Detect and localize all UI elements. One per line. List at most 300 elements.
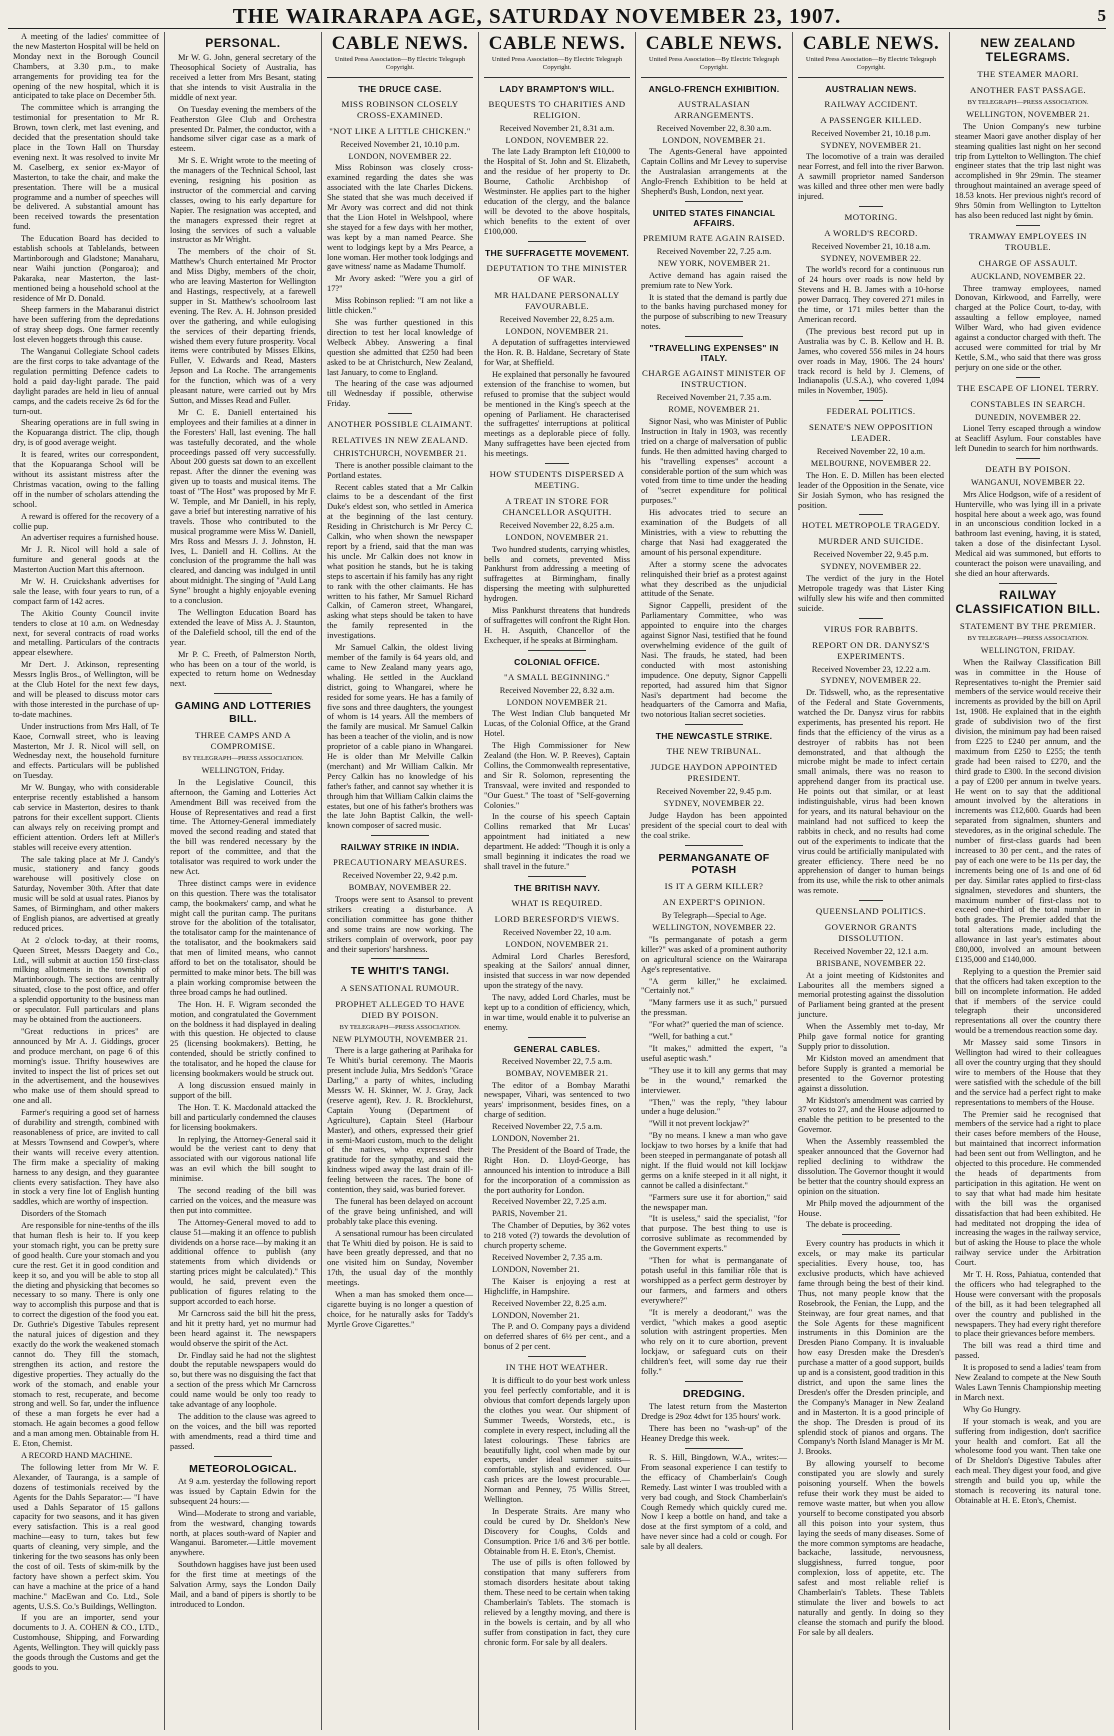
paragraph: The use of pills is often followed by constipation that many sufferers from stomach disorders hesitate about taking them. These need to be certain when taking Chamberlain's Tablets. The stomach is relieved by a lengthy moving, and there is in the bowels is certain, and by all who suffer from constipation in fact, they cure chronic form. For sale by all dealers.: [484, 1558, 630, 1647]
will-article: [484, 147, 630, 236]
section-heading-te-whiti: TE WHITI'S TANGI.: [350, 965, 450, 978]
federal-article: [798, 471, 944, 511]
subhead: THE ESCAPE OF LIONEL TERRY.: [957, 382, 1099, 393]
section-heading-permanganate: PERMANGANATE OF POTASH: [658, 851, 770, 876]
paragraph: There is a large gathering at Parihaka for Te Whiti's burial ceremony. The Maoris present include Julia, Mrs Seddon's "Grace Darling," a party of whites, including Messrs W. H. Skinner, W. J. Gray, Jack (reserve agent), Rev. J. R. Brocklehurst, Captain Young (Department of Agriculture), Captain Steel (Harbour Master), and others, expressed their grief in semi-Maori custom, much to the delight of the natives, who expressed their gratitude for the sympathy, and said the kindness wiped away the last drain of ill-feeling between the races. The bone of contention, they said, was buried forever.: [327, 1046, 473, 1195]
paragraph: Admiral Lord Charles Beresford, speaking at the Sailors' annual dinner, insisted that success in war now depended upon the strategy of the navy.: [484, 951, 630, 991]
paragraph: He explained that personally he favoured extension of the franchise to women, but refused to promise that the subject would be mentioned in the King's speech at the opening of Parliament. He characterised the suffragettes' interruptions at political meetings as a deplorable piece of folly. Many suffragettes have been ejected from his meetings.: [484, 369, 630, 459]
received-line: Received November 22, 9.45 p.m.: [656, 787, 772, 797]
paragraph: If you are an importer, send your documents to J. A. COHEN & CO., LTD., Customhouse, Shipping, and Forwarding Agents, Wellington. They will quickly pass the goods through the Customs and get the goods to you.: [13, 1613, 159, 1672]
paragraph: Troops were sent to Asansol to prevent strikers creating a disturbance. A conciliation committee has gone thither and some trains are now working. The strikers complain of overwork, poor pay and their superiors' harshness.: [327, 895, 473, 954]
paragraph: Mr W. G. John, general secretary of the Theosophical Society of Australia, has received a letter from Mrs Besant, stating that she intends to visit Australia in the middle of next year.: [170, 53, 316, 102]
subhead: REPORT ON DR. DANYSZ'S EXPERIMENTS.: [812, 639, 930, 661]
paragraph: It is feared, writes our correspondent, that the Kopuaranga School will be without its assistant mistress after the Christmas vacation, owing to the falling off in the number of scholars attending the school.: [13, 450, 159, 509]
poison-article: [955, 490, 1101, 579]
section-heading-us-financial: UNITED STATES FINANCIAL AFFAIRS.: [652, 207, 776, 229]
subhead: IS IT A GERM KILLER?: [664, 881, 764, 892]
place-dateline: MELBOURNE, NOVEMBER 22.: [810, 459, 932, 469]
paragraph: The world's record for a continuous run of 24 hours over roads is now held by Stevens and H. B. James with a 10-horse power Darracq. They covered 271 miles in the time, or 171 miles better than the American record.: [798, 265, 944, 324]
subhead: IN THE HOT WEATHER.: [505, 1362, 609, 1373]
received-line: Received November 22, 12.1 a.m.: [813, 947, 929, 957]
paragraph: Mr Dert. J. Atkinson, representing Messrs Inglis Bros., of Wellington, will be at the Club Hotel for the next few days, and will be pleased to discuss motor cars with those interested in the purchase of up-to-date machines.: [13, 660, 159, 719]
paragraph: It is difficult to do your best work unless you feel perfectly comfortable, and it is obvious that comfort depends largely upon the clothes you wear. Our shipment of Summer Tweeds, Worsteds, etc., is complete in every respect, including all the latest colourings. These fabrics are beautifully light, cool when made by our experts, under ideal summer suits—comfortable, stylish and evidenced. Our cash prices are the lowest procurable.—Norman and Penney, 75 Willis Street, Wellington.: [484, 1376, 630, 1505]
masthead: [8, 4, 1106, 29]
hot-weather-article: [484, 1376, 630, 1647]
place-dateline: SYDNEY, NOVEMBER 22.: [820, 562, 922, 572]
section-heading-druce: THE DRUCE CASE.: [358, 83, 442, 94]
colonial-article: [484, 709, 630, 872]
paragraph: When the Railway Classification Bill was in committee in the House of Representatives to-night the Premier said members of the service would receive their increments as provided by the bill on April 1st, 1908. He explained that in the eighth grade of subdivision two of the first division, the minimum pay had been raised from £225 to £240 per annum, and the maximum from £250 to £255; the tenth grade had been raised to £270, and the third grade to £300. In the second division a pay of £200 per annum in twelve years. He went on to say that the additional amount involved by the alterations in increments was £12,600. Guards had been separated from signalmen, shunters and stevedores, as in the original schedule. The number of first-class guards had been increased to 30 per cent., and the rates of pay of each one were to be 11s per day, the increments being one of 1s and one of 6d per day. Similar rates applied to first-class signalmen, stevedores and shunters, the maximum number of first-class not to exceed one-third of the total number in both grades. The Premier added that the total alterations made, including the allowance in last year's estimates about £80,000, involved an amount between £135,000 and £140,000.: [955, 657, 1101, 964]
rule: [545, 463, 568, 464]
rule: [859, 900, 882, 901]
paragraph: R. S. Hill, Bingdown, W.A., writes:—From seasonal experience I can testify to the efficacy of Chamberlain's Cough Remedy. Last winter I was troubled with a very bad cough, and Stock Chamberlain's Cough Remedy which quickly cured me. Now I keep a bottle on hand, and take a dose at the first symptom of a cold, and have never since had a cold or cough. For sale by all dealers.: [641, 1452, 787, 1552]
paragraph: His advocates tried to secure an examination of the Budgets of all Ministries, with a view to rebutting the charge that Nasi had exaggerated the amount of his personal expenditure.: [641, 508, 787, 557]
students-article: [484, 545, 630, 646]
section-heading-nz-telegrams: NEW ZEALAND TELEGRAMS.: [980, 36, 1076, 65]
paragraph: "Then for what is permanganate of potash useful in this familiar rôle that is worshipped as a perfect germ destroyer by our farmers, and farmers and others everywhere?": [641, 1256, 787, 1305]
tramway-article: [955, 284, 1101, 373]
navy-article: [484, 952, 630, 1033]
paragraph: The Attorney-General moved to add to clause 51—making it an offence to publish dividends on a horse race—by making it an additional offence to publish (any statements from which dividends or starting prices might be calculated)." This would, he said, prevent even the publication of figures relating to the support accorded to each horse.: [170, 1217, 316, 1306]
paragraph: LONDON, November 21.: [492, 1264, 580, 1274]
place-dateline: WELLINGTON, NOVEMBER 21.: [966, 110, 1090, 120]
paragraph: "It is merely a deodorant," was the verdict, "which makes a good aseptic solution with astringent properties. Men who rely on it to cure abortion, prevent lockjaw, or safeguard cuts on their children's feet, will some day rue their folly.": [641, 1307, 787, 1377]
paragraph: By allowing yourself to become constipated you are slowly and surely poisoning yourself. When the bowels refuse their work they must be aided to remove waste matter, but when you allow yourself to become constipated you absorb all this poison into your system, thus laying the seeds of many diseases. Some of the more common symptoms are headache, backache, lassitude, nervousness, sluggishness, furred tongue, poor complexion, loss of appetite, etc. The safest and most reliable relief is Chamberlain's Tablets. These Tablets stimulate the liver and bowels to act naturally and gently. In doing so they cleanse the stomach and purify the blood. For sale by all dealers.: [798, 1459, 944, 1637]
paragraph: Received November 2, 7.35 a.m.: [492, 1253, 603, 1263]
place-dateline: CHRISTCHURCH, NOVEMBER 21.: [333, 449, 467, 459]
place-dateline: DUNEDIN, NOVEMBER 22.: [975, 412, 1081, 422]
paragraph: The Union Company's new turbine steamer Maori gave another display of her steaming qualities last night on her second trip from Lyttelton to Wellington. The chief engineer states that the trip last night was accomplished in 9hr 29min. The steamer throughout maintained an average speed of 18.53 knots. Her previous night's record of 9hrs 50min from Wellington to Lyttelton has also been reduced last night by 6min.: [955, 121, 1101, 221]
gaming-article: [170, 778, 316, 1452]
rule: [388, 413, 411, 414]
motoring-article: [798, 265, 944, 396]
paragraph: Mr Avory asked: "Were you a girl of 17?": [327, 274, 473, 294]
paragraph: The second reading of the bill was carried on the voices, and the measure was then put into committee.: [170, 1186, 316, 1215]
paragraph: Under instructions from Mrs Hall, of Te Kaoe, Cornwall street, who is leaving Masterton, Mr J. R. Nicol will sell, on Wednesday next, the household furniture and effects. Particulars will be published on Tuesday.: [13, 721, 159, 781]
rule: [859, 618, 882, 619]
received-line: Received November 21, 10.10 p.m.: [340, 139, 460, 149]
place-dateline: LONDON, NOVEMBER 21.: [505, 532, 609, 542]
rule: [528, 650, 586, 651]
received-line: Received November 22, 8.32 a.m.: [499, 685, 615, 695]
newcastle-article: [641, 811, 787, 841]
personal-items: [170, 53, 316, 689]
paragraph: The Premier said he recognised that members of the service had a right to place their cases before members of the House, but maintained that incorrect information had been sent out from Wellington, and he objected to this procedure. He commended the heads of departments from participation in this agitation. He went on to say that what had made him hesitate with the bill was the organised dissatisfaction that had been exhibited. He had meditated not dropping the idea of increasing the wages in the railway service, but of asking the House to place the whole railway service under the Arbitration Court.: [955, 1109, 1101, 1268]
press-credit: BY TELEGRAPH—PRESS ASSOCIATION.: [967, 99, 1089, 107]
rule: [999, 583, 1057, 584]
subhead: "NOT LIKE A LITTLE CHICKEN.": [329, 125, 471, 136]
byline: By Telegraph—Special to Age.: [661, 911, 767, 921]
paragraph: The Hon. H. F. Wigram seconded the motion, and congratulated the Government on the boldness it had displayed in dealing with this question. He objected to clause 25 (licensing bookmakers). Betting, he contended, should be strictly confined to the totalisator, and he hoped the clause for licensing bookmakers would be struck out.: [170, 999, 316, 1079]
subhead: STATEMENT BY THE PREMIER.: [959, 621, 1097, 632]
advertisement: [798, 1239, 944, 1637]
paragraph: Are responsible for nine-tenths of the ills that human flesh is heir to. If you keep your stomach right, you can be pretty sure of good health. Cure your stomach and you cure the rest. Get it in good condition and keep it so, and you will be able to stop all the dieting and physicking that becomes so necessary to so many. There is only one way to accomplish this purpose and that is to correct the digestion of the food you eat. Dr. Guthrie's Digestive Tabules represent the natural juices of digestion and they exactly do the work the weakened stomach cannot do. They fill the stomach, strengthen its action, and restore the digestive properties. They actually do the work of the stomach, and enable your stomach to rest, recuperate, and become strong and well. So far, under the influence of these a man forgets he ever had a stomach. He again becomes a good fellow and a man among men. Obtainable from H. E. Eton, Chemist.: [13, 1221, 159, 1449]
paragraph: There is another possible claimant to the Portland estates.: [327, 460, 473, 480]
rule: [484, 77, 630, 78]
general-cables-article: [484, 1081, 630, 1353]
subhead-gaming: THREE CAMPS AND A COMPROMISE.: [194, 730, 291, 751]
paragraph: "Farmers sure use it for abortion," said the newspaper man.: [641, 1192, 787, 1212]
paragraph: When a man has smoked them once—cigarette buying is no longer a question of choice, for he naturally asks for Taddy's Myrtle Grove Cigarettes.": [327, 1290, 473, 1329]
paragraph: "Will it not prevent lockjaw?": [649, 1119, 750, 1129]
section-heading-dredging: DREDGING.: [682, 1387, 746, 1400]
subhead: THE NEW TRIBUNAL.: [666, 746, 762, 757]
paragraph: LONDON, November 21.: [492, 1310, 580, 1320]
subhead: TRAMWAY EMPLOYEES IN TROUBLE.: [969, 230, 1087, 252]
paragraph: The navy, added Lord Charles, must be kept up to a condition of efficiency, which, in war time, would enable it to pulverise an enemy.: [484, 993, 630, 1032]
received-line: Received November 22, 9.42 p.m.: [342, 871, 458, 881]
page-number: 5: [1097, 6, 1106, 25]
subhead: JUDGE HAYDON APPOINTED PRESIDENT.: [650, 762, 778, 784]
section-heading-colonial-office: COLONIAL OFFICE.: [514, 656, 600, 667]
rule: [859, 514, 882, 515]
paragraph: Mr Massey said some Tinsors in Wellington had wired to their colleagues all over the country urging that they should wire to members of the House that they were satisfied with the schedule of the bill and the service had a perfect right to make representations to members of the House.: [955, 1038, 1101, 1107]
section-heading-personal: PERSONAL.: [205, 36, 281, 50]
paragraph: The late Lady Brampton left £10,000 to the Hospital of St. John and St. Elizabeth, and the residue of her property to Dr. Bourne, Catholic Archbishop of Westminster. He applies part to the higher education of the clergy, and the balance will be devoted to the above hospitals, which benefits to the extent of over £100,000.: [484, 147, 630, 236]
paragraph: Mr Carncross said the bill hit the press, and hit it pretty hard, yet no murmur had been heard against it. The newspapers would observe the spirit of the Act.: [170, 1308, 316, 1348]
paragraph: The debate is proceeding.: [806, 1220, 893, 1230]
paragraph: On Tuesday evening the members of the Featherston Glee Club and Orchestra presented Dr. Palmer, the conductor, with a handsome silver cigar case as a mark of esteem.: [170, 104, 316, 154]
received-line: Received November 22, 8.25 a.m.: [499, 521, 615, 531]
paragraph: The committee which is arranging the testimonial for presentation to Mr R. Brown, town clerk, met last evening, and decided that the presentation should take place in the Town Hall on Thursday evening next. It was resolved to invite Mr M. Caselberg, ex senior ex-Mayor of Masterton, to take the chair, and make the presentation. There will be a musical programme and a number of speeches will be delivered. A substantial amount has been received towards the presentation fund.: [13, 103, 159, 232]
italy-article: [641, 417, 787, 720]
subhead: AN EXPERT'S OPINION.: [662, 897, 766, 908]
subhead: QUEENSLAND POLITICS.: [815, 906, 927, 917]
paragraph: Lionel Terry escaped through a window at Seacliff Asylum. Four constables have left Dunedin to search for him northwards.: [955, 424, 1101, 454]
place-dateline: BOMBAY, NOVEMBER 22.: [348, 883, 452, 893]
place-dateline: WANGANUI, NOVEMBER 22.: [971, 478, 1085, 488]
paragraph: "By no means. I knew a man who gave lockjaw to two horses by a knife that had been steeped in permanganate of potash all night. If the fluid would not kill lockjaw germs on a knife steeped in it all night, it cannot be called a disinfectant.": [641, 1131, 787, 1190]
section-heading-railway-classification: RAILWAY CLASSIFICATION BILL.: [955, 587, 1101, 617]
columns: [8, 32, 1106, 1730]
paragraph: Mrs Alice Hodgson, wife of a resident of Hunterville, who was lying ill in a private hospital here about a week ago, was found in an unconscious condition locked in a bathroom last evening, having, it is stated, taken a dose of the disinfectant Lysol. Medical aid was summoned, but efforts to counteract the poison were unavailing, and she died an hour afterwards.: [955, 489, 1101, 578]
subhead: A TREAT IN STORE FOR CHANCELLOR ASQUITH.: [502, 496, 612, 518]
subhead: PREMIUM RATE AGAIN RAISED.: [643, 233, 785, 244]
place-dateline: WELLINGTON, NOVEMBER 22.: [652, 923, 776, 933]
paragraph: Received November 22, 8.25 a.m.: [492, 1298, 607, 1308]
subhead: CONSTABLES IN SEARCH.: [970, 398, 1086, 409]
subhead: WHAT IS REQUIRED.: [511, 898, 603, 908]
press-credit: BY TELEGRAPH—PRESS ASSOCIATION.: [182, 754, 304, 762]
paragraph: Mr W. Bungay, who with considerable enterprise recently established a hansom cab service in Masterton, desires to thank patrons for their excellent support. Clients can always rely on receiving prompt and efficient attention. Orders left at Miller's stables will receive every attention.: [13, 783, 159, 852]
paragraph: The Akitio County Council invite tenders to close at 10 a.m. on Wednesday next, for several contracts of road works and metalling. Particulars of the contracts appear elsewhere.: [13, 608, 159, 658]
rule: [214, 693, 272, 694]
paragraph: Dr. Tidswell, who, as the representative of the Federal and State Governments, watched the Dr. Danysz virus for rabbits experiments, has presented his report. He finds that the efficiency of the virus as a destroyer of rabbits has not been demonstrated, and that although the microbe might be made to infect certain small animals, there was no reason to apprehend danger from its practical use. He points out that similar, or at least indistinguishable, virus had been known for years, and its natural behaviour on the mainland had not sufficed to keep the rabbits in check, and no results had come out of the experiments to indicate that the virus could be artificially manipulated with greater efficiency. There need be no apprehension of danger to human beings from its use, while the risk to other animals was remote.: [798, 688, 944, 896]
paragraph: The editor of a Bombay Marathi newspaper, Vihari, was sentenced to two years' imprisonment, besides fines, on a charge of sedition.: [484, 1080, 630, 1120]
subhead: GOVERNOR GRANTS DISSOLUTION.: [824, 922, 918, 944]
rule: [528, 1037, 586, 1038]
paragraph: She was further questioned in this direction to test her local knowledge of Welbeck Abbey. Answering a final question she admitted that £250 had been asked to be at Christchurch, New Zealand, last January, to come to England.: [327, 317, 473, 377]
paragraph: (The previous best record put up in Australia was by C. B. Kellow and H. B. James, who covered 556 miles in 24 hours over roads in May, 1906. The 24 hours' track record is held by J. Clemens, of Indianapolis (U.S.A.), who covered 1,094 miles in November, 1905).: [798, 326, 944, 396]
paragraph: The Education Board has decided to establish schools at Tablelands, between Martinborough and Gladstone; Manaharu, near Waihi junction (Pongaroa); and Pakaraka, near Masterton, the last-mentioned being a household school at the residence of Mr D. Donald.: [13, 234, 159, 303]
paragraph: Farmer's requiring a good set of harness of durability and strength, combined with reasonableness of price, are invited to call at Messrs Townsend and Cowper's, where their wants will receive every attention. The firm make a speciality of making harness to any design, and they guarantee clients every satisfaction. They have also in stock a very fine lot of English hunting saddles, which are worthy of inspection.: [13, 1108, 159, 1207]
subhead: FEDERAL POLITICS.: [826, 406, 916, 417]
subhead: A WORLD'S RECORD.: [824, 227, 918, 238]
paragraph: Mr S. E. Wright wrote to the meeting of the managers of the Technical School, last evening, resigning his position as instructor of the commercial and carving classes, owing to his early departure for Napier. The resignation was accepted, and the managers expressed their regret at losing the services of such a valuable instructor as Mr Wright.: [170, 156, 316, 245]
subhead: ANOTHER POSSIBLE CLAIMANT.: [327, 419, 473, 430]
cable-news-heading: CABLE NEWS.: [802, 33, 940, 54]
hotel-article: [798, 574, 944, 614]
place-dateline: NEW PLYMOUTH, NOVEMBER 21.: [332, 1034, 468, 1044]
paragraph: It is proposed to send a ladies' team from New Zealand to compete at the New South Wales Lawn Tennis Championship meeting in March next.: [955, 1363, 1101, 1402]
subhead: LORD BERESFORD'S VIEWS.: [494, 913, 620, 924]
subhead: RELATIVES IN NEW ZEALAND.: [331, 435, 469, 446]
place-dateline: LONDON, NOVEMBER 21.: [505, 326, 609, 336]
section-heading-general-cables: GENERAL CABLES.: [513, 1043, 601, 1054]
virus-article: [798, 688, 944, 896]
subhead: MISS ROBINSON CLOSELY CROSS-EXAMINED.: [341, 98, 459, 120]
paragraph: The Hon. E. D. Millen has been elected leader of the Opposition in the Senate, vice Sir Josiah Symon, who has resigned the position.: [798, 470, 944, 510]
place-dateline: LONDON, NOVEMBER 21.: [505, 939, 609, 949]
received-line: Received November 22, 10 a.m.: [502, 927, 612, 937]
paragraph: Two hundred students, carrying whistles, bells and cornets, prevented Miss Pankhurst from addressing a meeting of suffragettes at Birmingham, finally dispersing the meeting with sulphuretted hydrogen.: [484, 544, 630, 604]
suffragette-article: [484, 338, 630, 459]
subhead: VIRUS FOR RABBITS.: [823, 623, 919, 634]
paragraph: The bill was read a third time and passed.: [955, 1341, 1101, 1361]
subhead: MURDER AND SUICIDE.: [818, 536, 924, 547]
press-credit: BY TELEGRAPH—PRESS ASSOCIATION.: [967, 635, 1089, 643]
subhead: CHARGE AGAINST MINISTER OF INSTRUCTION.: [642, 368, 786, 390]
financial-article: [641, 271, 787, 332]
paragraph: Judge Haydon has been appointed president of the special court to deal with the coal strike.: [641, 810, 787, 840]
rule: [1016, 225, 1039, 226]
rule: [528, 876, 586, 877]
rule: [685, 845, 743, 846]
rule: [1016, 458, 1039, 459]
escape-article: [955, 424, 1101, 454]
paragraph: Mr T. H. Ross, Pahiatua, contended that the officers who had telegraphed to the House were conversant with the proposals of the bill, as it had been telegraphed all over the country and published in the newspapers. They had every right therefore to place their grievances before members.: [955, 1270, 1101, 1339]
copyright-credit: United Press Association—By Electric Telegraph Copyright.: [805, 55, 937, 71]
paragraph: In the Legislative Council, this afternoon, the Gaming and Lotteries Act Amendment Bill was received from the House of Representatives and read a first time. The Attorney-General immediately moved the second reading and stated that the bill was rendered necessary by the report of the committee, and that the totalisator was required to work under the new Act.: [170, 777, 316, 876]
paragraph: A sensational rumour has been circulated that Te Whiti died by poison. He is said to have been greatly depressed, and that no one visited him on Sunday, November 17th, the usual day of the monthly meetings.: [327, 1228, 473, 1288]
paragraph: The P. and O. Company pays a dividend on deferred shares of 6½ per cent., and a bonus of 2 per cent.: [484, 1322, 630, 1352]
claimant-article: [327, 461, 473, 832]
paragraph: Disorders of the Stomach: [21, 1209, 107, 1219]
paragraph: Active demand has again raised the premium rate to New York.: [641, 270, 787, 290]
paragraph: "Well, for bathing a cut.": [649, 1032, 733, 1042]
received-line: Received November 21, 7.35 a.m.: [656, 393, 772, 403]
column-5: [636, 32, 793, 1730]
rule: [641, 77, 787, 78]
rule: [685, 1381, 743, 1382]
paragraph: Sheep farmers in the Mabaranui district have been suffering from the depredations of stray sheep dogs. One farmer recently lost eleven hoggets through this cause.: [13, 305, 159, 345]
received-line: Received November 22, 7.5 a.m.: [501, 1056, 613, 1066]
subhead: MOTORING.: [844, 211, 898, 222]
column-4: [479, 32, 636, 1730]
paragraph: Mr Kidston's amendment was carried by 37 votes to 27, and the House adjourned to enable the petition to be presented to the Governor.: [798, 1095, 944, 1135]
paragraph: Mr W. H. Cruickshank advertises for sale the lease, with four years to run, of a compact farm of 142 acres.: [13, 577, 159, 606]
received-line: Received November 21, 8.31 a.m.: [499, 123, 615, 133]
te-whiti-article: [327, 1046, 473, 1329]
section-heading-newcastle: THE NEWCASTLE STRIKE.: [655, 731, 773, 742]
rule: [371, 958, 429, 959]
column-6: [793, 32, 950, 1730]
paragraph: "Many farmers use it as such," pursued the pressman.: [641, 998, 787, 1018]
place-dateline: NEW YORK, NOVEMBER 21.: [657, 259, 771, 269]
rule: [327, 77, 473, 78]
copyright-credit: United Press Association—By Electric Telegraph Copyright.: [491, 55, 623, 71]
paragraph: There has been no "wash-up" of the Heaney Dredge this week.: [641, 1424, 787, 1444]
rule: [685, 201, 743, 202]
paragraph: Wind—Moderate to strong and variable, from the westward, changing towards north, at places south-ward of Napier and Wanganui. Barometer.—Little movement anywhere.: [170, 1508, 316, 1558]
rule: [685, 1448, 743, 1449]
place-dateline: SYDNEY, NOVEMBER 22.: [663, 799, 765, 809]
local-news-list: [13, 32, 159, 1673]
rule: [859, 400, 882, 401]
paragraph: Mr Kidston moved an amendment that before Supply is granted a memorial be presented to the Governor protesting against a dissolution.: [798, 1053, 944, 1093]
subhead: THE STEAMER MAORI.: [977, 69, 1079, 80]
place-dateline: LONDON, NOVEMBER 22.: [505, 135, 609, 145]
place-dateline: AUCKLAND, NOVEMBER 22.: [970, 271, 1086, 281]
place-dateline: LONDON, NOVEMBER 21.: [662, 135, 766, 145]
section-heading-australian: AUSTRALIAN NEWS.: [825, 83, 917, 94]
cable-news-heading: CABLE NEWS.: [645, 33, 783, 54]
paragraph: The funeral has been delayed on account of the grave being unfinished, and will probably take place this evening.: [327, 1196, 473, 1226]
maori-article: [955, 122, 1101, 221]
subhead: AUSTRALASIAN ARRANGEMENTS.: [674, 98, 754, 120]
paragraph: "It makes," admitted the expert, "a useful aseptic wash.": [641, 1043, 787, 1063]
paragraph: At 9 a.m. yesterday the following report was issued by Captain Edwin for the subsequent 24 hours:—: [170, 1476, 316, 1506]
subhead: PROPHET ALLEGED TO HAVE DIED BY POISON.: [335, 998, 465, 1020]
paragraph: A reward is offered for the recovery of a collie pup.: [13, 511, 159, 531]
permanganate-article: [641, 935, 787, 1377]
subhead: SENATE'S NEW OPPOSITION LEADER.: [808, 422, 933, 444]
cable-news-heading: CABLE NEWS.: [331, 33, 469, 54]
section-heading-british-navy: THE BRITISH NAVY.: [513, 882, 601, 893]
paragraph: "Great reductions in prices" are announced by Mr A. J. Giddings, grocer and produce merchant, on page 6 of this morning's issue. Thrifty housewives are invited to inspect the list of prices set out in the advertisement, and the housewives who make use of them should spread to one and all.: [13, 1026, 159, 1106]
place-dateline: LONDON, NOVEMBER 22.: [348, 151, 452, 161]
section-heading-italy: "TRAVELLING EXPENSES" IN ITALY.: [649, 343, 779, 364]
paragraph: An advertiser requires a furnished house.: [21, 533, 159, 543]
paragraph: The addition to the clause was agreed to on the voices, and the bill was reported with amendments, read a third time and passed.: [170, 1411, 316, 1451]
cable-news-heading: CABLE NEWS.: [488, 33, 626, 54]
paragraph: "They use it to kill any germs that may be in the wound," remarked the interviewer.: [641, 1065, 787, 1095]
subhead: A PASSENGER KILLED.: [820, 114, 922, 125]
paragraph: Mr C. E. Daniell entertained his employees and their families at a dinner in the Foresters' Hall, last evening. The hall was tastefully decorated, and the whole proceedings passed off very successfully. About 200 guests sat down to an excellent repast. After the dinner the evening was given up to toasts and musical items. The toast of "The Host" was proposed by Mr F. W. Temple, and Mr Daniell, in his reply, gave a brief but interesting narrative of his travels. Those who contributed to the musical programme were Miss W. Daniell, Mrs Ross and Messrs J. J. Johnston, H. Ives, L. Daniell and H. Collins. At the conclusion of the programme the hall was cleared, and dancing was indulged in until about midnight. The singing of "Auld Lang Syne" brought a highly enjoyable evening to a conclusion.: [170, 407, 316, 606]
subhead: MR HALDANE PERSONALLY FAVOURABLE.: [494, 289, 620, 311]
paragraph: "A germ killer," he exclaimed. "Certainly not.": [641, 976, 787, 996]
place-dateline: ROME, NOVEMBER 21.: [668, 405, 760, 415]
paragraph: Southdown haggises have just been used for the first time at meetings of the Salvation Army, says the London Daily Mail, and a band of pipers is shortly to be introduced to London.: [170, 1560, 316, 1609]
paragraph: A long discussion ensued mainly in support of the bill.: [170, 1080, 316, 1100]
paragraph: At a joint meeting of Kidstonites and Labourites all the members signed a memorial protesting against the dissolution of Parliament being granted at the present juncture.: [798, 970, 944, 1020]
place-dateline: BRISBANE, NOVEMBER 22.: [816, 959, 926, 968]
paragraph: Mr Philp moved the adjournment of the House.: [798, 1198, 944, 1218]
received-line: Received November 22, 8.30 a.m.: [656, 123, 772, 133]
accident-article: [798, 152, 944, 202]
place-dateline: SYDNEY, NOVEMBER 22.: [820, 676, 922, 686]
rule: [1016, 377, 1039, 378]
rule: [685, 336, 743, 337]
received-line: Received November 22, 7.25 a.m.: [656, 247, 772, 257]
paragraph: If your stomach is weak, and you are suffering from indigestion, don't sacrifice your health and comfort. Eat all the wholesome food you want. Then take one of Dr Sheldon's Digestive Tabules after each meal. They digest your food, and give strength and build you up, while the stomach is recovering its natural tone. Obtainable at H. E. Eton's, Chemist.: [955, 1416, 1101, 1505]
exhibition-article: [641, 147, 787, 197]
paragraph: The West Indian Club banqueted Mr Lucas, of the Colonial Office, at the Grand Hotel.: [484, 709, 630, 739]
copyright-credit: United Press Association—By Electric Telegraph Copyright.: [334, 55, 466, 71]
subhead: "A SMALL BEGINNING.": [504, 671, 610, 682]
dateline: WELLINGTON, Friday.: [201, 765, 285, 775]
paragraph: Shearing operations are in full swing in the Kopuaranga district. The clip, though dry, is of good average weight.: [13, 418, 159, 448]
press-credit: BY TELEGRAPH—PRESS ASSOCIATION.: [339, 1023, 461, 1031]
paragraph: The sale taking place at Mr J. Candy's music, stationery and fancy goods warehouse will positively close on Saturday, November 30th. After that date music will be sold at usual rates. Pianos by Sames, of Birmingham, and other makers of English pianos, are advertised at greatly reduced prices.: [13, 854, 159, 933]
paragraph: The members of the choir of St. Matthew's Church entertained Mr Proctor and Miss Digby, members of the choir, who are leaving Masterton for Wellington and Hastings, respectively, at a farewell supper in St. Matthew's schoolroom last evening. The Rev. A. H. Johnson presided over the gathering, and while eulogising the services of their departing friends, wished them every future prosperity. Vocal items were contributed by Misses Elkins, Fuller, V. Edwards and Read, Masters Jepson and La Roche. The arrangements for the function, which was of a very pleasant nature, were carried out by Mrs Sutton, and Misses Read and Fuller.: [170, 247, 316, 405]
received-line: Received November 22, 9.45 p.m.: [813, 550, 929, 560]
received-line: Received November 21, 10.18 p.m.: [811, 128, 931, 138]
dredging-article: [641, 1402, 787, 1444]
paragraph: The Chamber of Deputies, by 362 votes to 218 voted (?) towards the devolution of church property scheme.: [484, 1221, 630, 1251]
paragraph: LONDON, November 21.: [492, 1134, 580, 1144]
meteorological-article: [170, 1477, 316, 1610]
paragraph: The following letter from Mr W. F. Alexander, of Tauranga, is a sample of dozens of testimonials received by the Agents for the Dahls Separator:— "I have used a Dahls Separator of 15 gallons capacity for two seasons, and it has given every satisfaction. This is a real good machine—easy to turn, takes but few quarts of cleaning, very simple, and the tinkering for the two seasons has only been the cost of oil. Tests of skim-milk by the factory have shown a perfect skim. You can have a machine at the price of a hand machine." MacEwan and Co. Ltd., Sole agents, U.S.S. Co.'s Buildings, Wellington.: [13, 1462, 159, 1611]
paragraph: The Wanganui Collegiate School cadets are the first corps to take advantage of the regulation permitting Defence cadets to hold a paid day-light parade. The paid daylight parades are held in lieu of annual camps, and the cadets receive 2s 6d for the turn-out.: [13, 347, 159, 416]
subhead: PRECAUTIONARY MEASURES.: [332, 857, 467, 868]
paragraph: The Kaiser is enjoying a rest at Highcliffe, in Hampshire.: [484, 1276, 630, 1296]
paragraph: Dr. Findlay said he had not the slightest doubt the reputable newspapers would do so, but there was no disguising the fact that a section of the press which Mr Carncross could name would be only too ready to take advantage of any loophole.: [170, 1350, 316, 1410]
paragraph: Received November 22, 7.25 a.m.: [492, 1197, 607, 1207]
paragraph: It is stated that the demand is partly due to the banks having purchased money for the purpose of subscribing to new Treasury notes.: [641, 292, 787, 332]
paragraph: Recent cables stated that a Mr Calkin claims to be a descendant of the first Duke's eldest son, who settled in America at the beginning of the last century. Residing in Christchurch is Mr Percy C. Calkin, who when shown the newspaper report by a friend, said that the man was his uncle. Mr Calkin does not know in what position he stands, but he is taking steps to ascertain if his family has any right to rank with the other claimants. He has written to his father, Mr Samuel Richard Calkin, of Cameron street, Whangarei, asking what steps should be taken to have the family represented in the investigations.: [327, 482, 473, 641]
subhead: CHARGE OF ASSAULT.: [978, 257, 1078, 268]
paragraph: PARIS, November 21.: [492, 1209, 568, 1219]
section-heading-suffragette: THE SUFFRAGETTE MOVEMENT.: [484, 247, 630, 258]
paragraph: The hearing of the case was adjourned till Wednesday if possible, otherwise Friday.: [327, 379, 473, 409]
paragraph: Why Go Hungry.: [963, 1404, 1021, 1414]
place-dateline: WELLINGTON, FRIDAY.: [980, 646, 1076, 656]
column-2: [165, 32, 322, 1730]
paragraph: Miss Robinson was closely cross-examined regarding the dates she was associated with the late Charles Dickens. She stated that she was much deceived if Mr Avory was correct and did not think that the Lion Hotel in Welshpool, where she stayed for a few days with her mother, was kept by a man named Pearce. She went to lodgings kept by a Mrs Pearce, a lone woman. Her mother took lodgings and gave witness' name as Madame Thumolf.: [327, 163, 473, 272]
subhead: DEPUTATION TO THE MINISTER OF WAR.: [486, 262, 628, 284]
subhead: BEQUESTS TO CHARITIES AND RELIGION.: [488, 98, 626, 120]
place-dateline: SYDNEY, NOVEMBER 22.: [820, 253, 922, 263]
column-1: [8, 32, 165, 1730]
paragraph: Signor Nasi, who was Minister of Public Instruction in Italy in 1903, was recently tried on a charge of malversation of public funds. He then admitted having charged to his "travelling expenses" account a considerable portion of the sum which was voted from time to time under the heading of "secret expenditure for political purposes.": [641, 417, 787, 506]
section-heading-exhibition: ANGLO-FRENCH EXHIBITION.: [648, 83, 780, 94]
paragraph: In Desperate Straits. Are many who could be cured by Dr. Sheldon's New Discovery for Coughs, Colds and Consumption. Price 1/6 and 3/6 per bottle. Obtainable from H. E. Eton's, Chemist.: [484, 1506, 630, 1556]
rule: [528, 1356, 586, 1357]
section-heading-gaming: GAMING AND LOTTERIES BILL.: [174, 700, 312, 725]
paragraph: The Wellington Education Board has extended the leave of Miss A. J. Staunton, of the Dalefield school, till the end of the year.: [170, 608, 316, 647]
paragraph: In the course of his speech Captain Collins remarked that Mr Lucas' appointment had initiated a new department. He added: "Though it is only a small beginning it indicates the road we shall travel in the future.": [484, 812, 630, 871]
paragraph: Replying to a question the Premier said that the officers had taken exception to the bill on incomplete information. He added that if members of the service could telegraph their unconsidered representations all over the country there would be a tremendous reaction some day.: [955, 966, 1101, 1036]
copyright-credit: United Press Association—By Electric Telegraph Copyright.: [648, 55, 780, 71]
paragraph: Miss Pankhurst threatens that hundreds of suffragettes will confront the Right Hon. H. H. Asquith, Chancellor of the Exchequer, if he speaks at Birmingham.: [484, 606, 630, 645]
paragraph: "Then," was the reply, "they labour under a huge delusion.": [641, 1097, 787, 1117]
paragraph: A RECORD HAND MACHINE.: [21, 1450, 133, 1460]
paragraph: The Agents-General have appointed Captain Collins and Mr Levey to supervise the Australasian arrangements at the Anglo-French Exhibition to be held at Shepherd's Bush, London, next year.: [641, 147, 787, 197]
received-line: Received November 22, 10 a.m.: [816, 447, 926, 457]
paragraph: The President of the Board of Trade, the Right Hon. D. Lloyd-George, has announced his intention to introduce a Bill for the incorporation of a commission as the port authority for London.: [484, 1145, 630, 1195]
paragraph: Signor Cappelli, president of the Parliamentary Committee, who was appointed to enquire into the charges against Signor Nasi, testified that he found overwhelming evidence of the guilt of Nasi. The frauds, he stated, had been conducted with most astonishing impudence. One deputy, Signor Cappelli reported, had assured him that Signor Nasi's department had become the headquarters of the Camorra and Mafia, two notorious Italian secret societies.: [641, 601, 787, 720]
rule: [798, 77, 944, 78]
paragraph: Mr P. C. Freeth, of Palmerston North, who has been on a tour of the world, is expected to return home on Wednesday next.: [170, 649, 316, 689]
subhead: HOTEL METROPOLE TRAGEDY.: [801, 520, 941, 531]
received-line: Received November 23, 12.22 a.m.: [811, 664, 931, 674]
subhead: ANOTHER FAST PASSAGE.: [969, 85, 1087, 96]
paragraph: "It is useless," said the specialist, "for that purpose. The best thing to use is corrosive sublimate as recommended by the Government experts.": [641, 1214, 787, 1254]
received-line: Received November 22, 8.25 a.m.: [499, 314, 615, 324]
rule: [685, 724, 743, 725]
rail-strike-article: [327, 895, 473, 954]
paragraph: A meeting of the ladies' committee of the new Masterton Hospital will be held on Monday next in the Borough Council Chambers, at 3.30 p.m., to make arrangements for providing tea for the opening of the new hospital, which it is anticipated to take place on December 5th.: [13, 32, 159, 101]
section-heading-railway-strike: RAILWAY STRIKE IN INDIA.: [340, 842, 460, 853]
section-heading-brampton: LADY BRAMPTON'S WILL.: [499, 83, 615, 94]
paragraph: When the Assembly reassembled the speaker announced that the Governor had replied declining to withdraw the dissolution. The Governor thought it would be better that the country should express an opinion on the situation.: [798, 1137, 944, 1196]
paragraph: Every country has products in which it excels, or may make its particular specialities. Every house, too, has exclusive products, which have achieved fame through being the best of their kind. Thus, not many people know that the Rosebrook, the Fenian, the Lupp, and the Steinway, are four great names, and that the Sole Agents for these magnificent instruments in this Dominion are the Dresden Piano Company. It is invaluable how easy Dresden make the Dresden's purchase a matter of a good support, builds up and is a consistent, good tradition in this district, and upon the same lines the Dresden's offer the Dresden principle, and the Company's Manager in New Zealand and in Masterton. It is a good principle of the shop. The Dresden is proud of its splendid stock of pianos and organs. The Company's North Island Manager is Mr M. J. Brooks.: [798, 1239, 944, 1457]
column-3: [322, 32, 479, 1730]
paragraph: The Hon. T. K. Macdonald attacked the bill and particularly condemned the clauses for licensing bookmakers.: [170, 1102, 316, 1132]
subhead: DEATH BY POISON.: [985, 464, 1071, 475]
subhead: HOW STUDENTS DISPERSED A MEETING.: [489, 469, 625, 491]
